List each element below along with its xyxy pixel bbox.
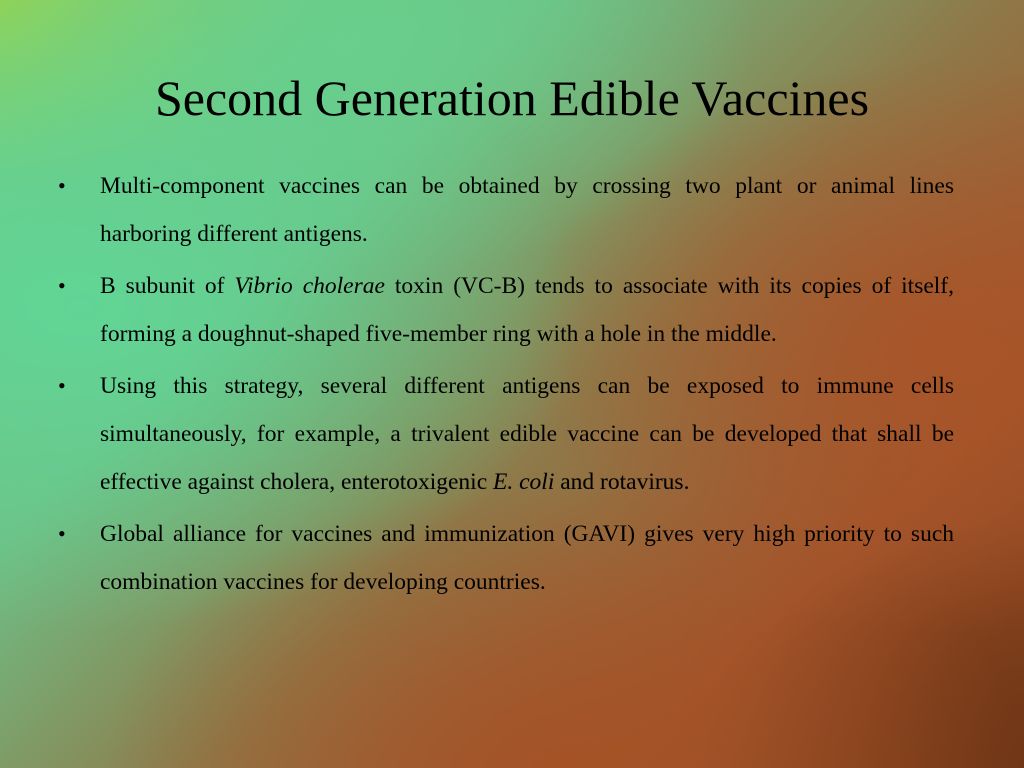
bullet-icon: • xyxy=(58,373,66,398)
bullet-item-crossing-lines xyxy=(58,162,954,258)
bullet-text xyxy=(100,510,954,606)
bullet-text-part: Global alliance for vaccines and immunization (GAVI) gives very high priority to such combination vaccines for developing countries. xyxy=(100,521,954,595)
slide-title: Second Generation Edible Vaccines xyxy=(154,70,870,126)
bullet-list xyxy=(58,162,954,610)
bullet-text-part: Using this strategy, several different antigens can be exposed to immune cells simultaneously, for example, a trivalent edible vaccine can be developed that shall be effective against xyxy=(100,373,954,495)
disease-list-text: cholera, enterotoxigenic xyxy=(260,469,494,495)
bullet-text xyxy=(100,262,954,358)
bullet-item-gavi xyxy=(58,510,954,606)
bullet-icon: • xyxy=(58,521,66,546)
bullet-text xyxy=(100,362,954,506)
species-name-e-coli: E. coli xyxy=(493,469,555,495)
bullet-icon: • xyxy=(58,273,66,298)
bullet-text xyxy=(100,162,954,258)
species-name-vibrio-cholerae: Vibrio cholerae xyxy=(234,273,385,299)
bullet-item-vc-b-subunit xyxy=(58,262,954,358)
bullet-text-part: B subunit of xyxy=(100,273,235,299)
disease-list-text: and rotavirus. xyxy=(554,469,690,495)
bullet-text-part: Multi-component vaccines can be obtained by crossing two plant or animal lines harboring different antigens. xyxy=(100,173,954,247)
bullet-icon: • xyxy=(58,173,66,198)
bullet-text-part: toxin (VC-B) tends to associate with its copies of itself, forming a doughnut-shaped five-member ring with a hole in the middle. xyxy=(100,273,954,347)
bullet-item-trivalent-vaccine xyxy=(58,362,954,506)
